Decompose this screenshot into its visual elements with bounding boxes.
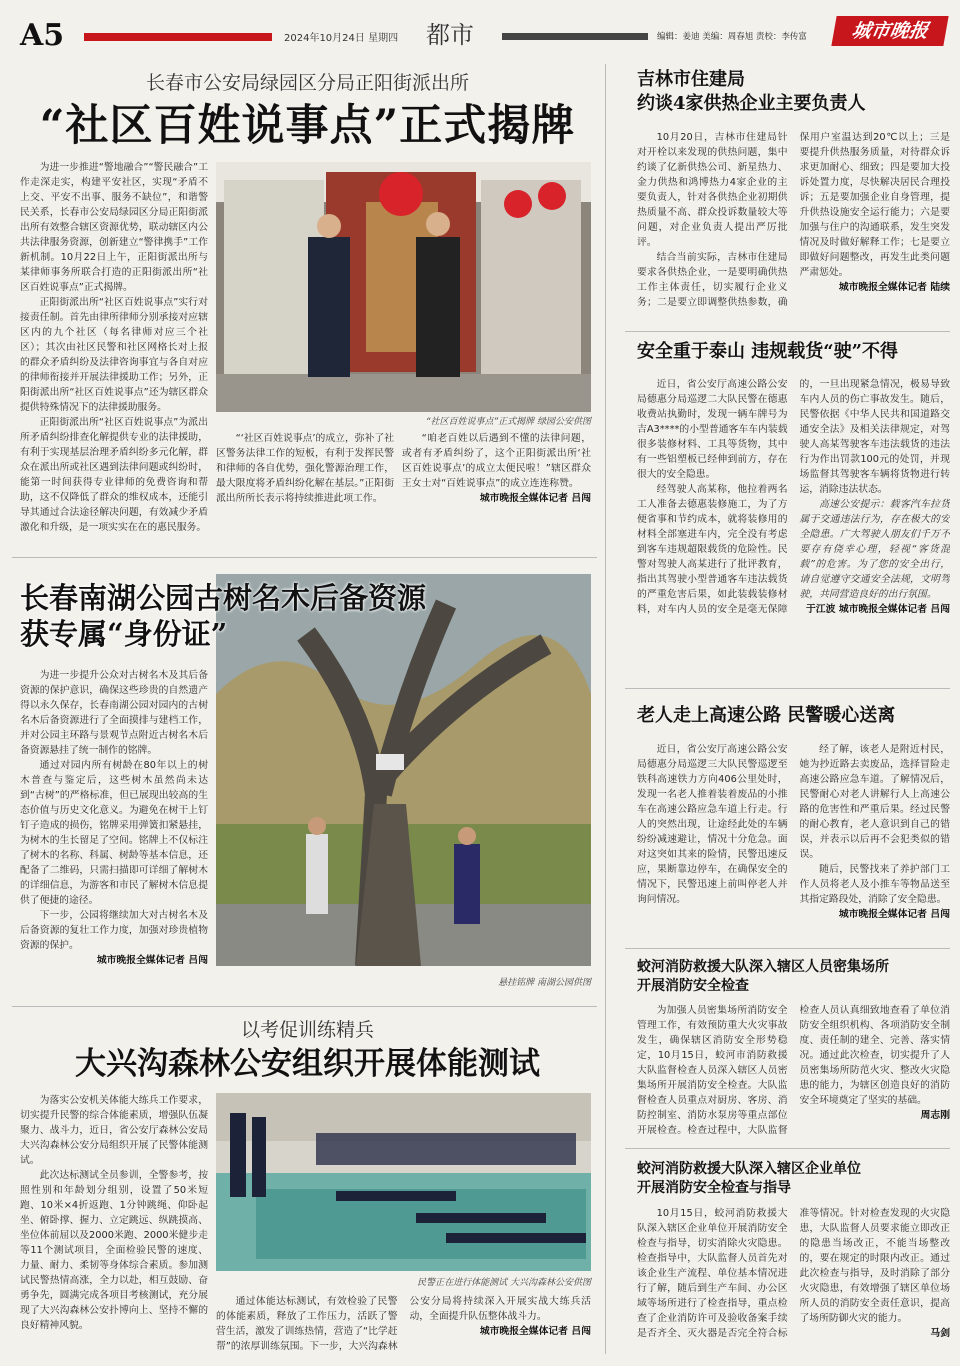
a3-photo-caption: 民警正在进行体能测试 大兴沟森林公安供图 [417, 1278, 591, 1288]
paragraph: 正阳街派出所“社区百姓说事点”实行对接责任制。首先由律所律师分别承接对应辖区内的九个社区（每名律师对应三个社区）；其次由社区民警和社区网格长对上报的群众矛盾纠纷及法律咨询事宜与各自对应的律师衔接并开展法律援助工作；另外，正阳街派出所“社区百姓说事点”还为辖区群众提供特殊情况下的法律援助服务。 [20, 297, 208, 413]
a2-headline-line1: 长春南湖公园古树名木后备资源 [20, 581, 427, 615]
issue-date: 2024年10月24日 星期四 [284, 33, 399, 44]
a3-kicker: 以考促训练精兵 [240, 1019, 374, 1041]
paragraph: 经驾驶人高某称，他拉着两名工人准备去德惠装修施工，为了方便省事和节约成本，就将装修用的材料全部塞进车内，完全没有考虑到客车违规超限载货的危险性。民警对驾驶人高某进行了批评教育，指出其驾驶小型普通客车违法载货的严重危害后果，如此装载装修材料，对车内人员的安全是毫无保障的，一旦出现紧急情况，极易导致车内人员的伤亡事故发生。随后，民警依据《中华人民共和国道路交通安全法》及相关法律规定，对驾驶人高某驾驶客车违法载货的违法行为作出罚款100元的处罚，并现场监督其驾驶客车辆将货物进行转运，消除违法状态。 [637, 379, 950, 615]
a1-kicker: 长春市公安局绿园区分局正阳街派出所 [145, 72, 469, 94]
a1-photo-caption: “社区百姓说事点”正式揭牌 绿园公安供图 [425, 417, 591, 427]
section-divider [625, 331, 950, 332]
a1-credit: 城市晚报全媒体记者 吕闯 [479, 493, 591, 504]
r5-credit: 马剑 [930, 1328, 950, 1339]
paragraph: 为落实公安机关体能大练兵工作要求，切实提升民警的综合体能素质，增强队伍凝聚力、战斗力，近日，省公安厅森林公安局大兴沟森林公安分局组织开展了民警体能测试。 [20, 1095, 208, 1166]
paragraph: 经了解，该老人是附近村民，她为抄近路去卖废品，选择冒险走高速公路应急车道。了解情况后，民警耐心对老人讲解行人上高速公路的危害性和严重后果。经过民警的耐心教育，老人意识到自己的错误，并表示以后再不会犯类似的错误。 [799, 744, 950, 860]
paragraph: “咱老百姓以后遇到不懂的法律问题，或者有矛盾纠纷了，这个正阳街派出所‘社区百姓说事点’的成立太便民啦！”辖区群众王女士对“百姓说事点”的成立连连称赞。 [402, 433, 591, 489]
a3-headline: 大兴沟森林公安组织开展体能测试 [75, 1046, 540, 1082]
paragraph: 通过体能达标测试，有效检验了民警的体能素质，释放了工作压力，活跃了警营生活，激发了训练热情，营造了“比学赶帮”的浓厚训练氛围。下一步，大兴沟森林公安分局将持续深入开展实战大练兵活动，全面提升队伍整体战斗力。 [216, 1296, 591, 1352]
paragraph: 为进一步提升公众对古树名木及其后备资源的保护意识，确保这些珍贵的自然遗产得以永久保存，长春南湖公园对园内的古树名木后备资源进行了全面摸排与建档工作，并对公园主环路与景观节点附近古树名木后备资源悬挂了统一制作的铭牌。 [20, 670, 208, 756]
r4-headline-line2: 开展消防安全检查 [637, 978, 749, 994]
a1-headline: “社区百姓说事点”正式揭牌 [39, 101, 576, 151]
r5-body [637, 1206, 950, 1356]
r4-body [637, 1003, 950, 1143]
a3-body-col2 [216, 1294, 591, 1356]
masthead [0, 0, 960, 58]
paragraph: 正阳街派出所“社区百姓说事点”为派出所矛盾纠纷排查化解提供专业的法律援助，有利于实现基层治理矛盾纠纷多元化解，群众在派出所或社区遇到法律问题或纠纷时，能第一时间获得专业律师的免费咨询和帮助，这不仅降低了群众的维权成本，还能引导其通过合法途径解决问题，有效减少矛盾激化和升级，是一项实实在在的惠民服务。 [20, 417, 208, 533]
section-divider [625, 948, 950, 949]
r4-headline [637, 958, 952, 996]
a1-photo-ceremony [216, 162, 591, 412]
r3-credit: 城市晚报全媒体记者 吕闯 [838, 909, 950, 920]
a1-body-col2 [216, 431, 394, 551]
paragraph: “‘社区百姓说事点’的成立，弥补了社区警务法律工作的短板，有利于发挥民警和律师的各自优势，强化警源治理工作，最大限度将矛盾纠纷化解在基层。”正阳街派出所所长表示将持续推进此项工作。 [216, 433, 394, 504]
r5-headline-line1: 蛟河消防救援大队深入辖区企业单位 [637, 1161, 861, 1177]
newspaper-logo: 城市晚报 [831, 16, 948, 46]
a2-headline-line2: 获专属“身份证” [20, 617, 228, 651]
paragraph: 近日，省公安厅高速公路公安局德惠分局巡逻三大队民警巡逻至铁科高速铁力方向406公里处时，发现一名老人推着装着废品的小推车在高速公路应急车道上行走。行人的突然出现，让途经此处的车辆纷纷减速避让，情况十分危急。面对这突如其来的险情，民警迅速反应，果断靠边停车，在确保安全的情况下，民警迅速上前叫停老人并询问情况。 [637, 744, 788, 905]
r2-headline: 安全重于泰山 违规载货“驶”不得 [637, 341, 898, 362]
paragraph: 下一步，公园将继续加大对古树名木及后备资源的复壮工作力度，加强对珍贵植物资源的保护。 [20, 910, 208, 951]
a2-body [20, 668, 208, 1000]
r1-credit: 城市晚报全媒体记者 陆续 [838, 282, 950, 293]
section-divider [625, 1148, 950, 1149]
section-name: 都市 [426, 21, 474, 49]
a1-body-col1 [20, 160, 208, 550]
r1-headline-line2: 约谈4家供热企业主要负责人 [637, 93, 866, 114]
a3-photo-fitness-test [216, 1093, 591, 1271]
paragraph: 为进一步推进“警地融合”“警民融合”工作走深走实，构建平安社区，实现“矛盾不上交、平安不出事、服务不缺位”，和谐警民关系，长春市公安局绿园区分局正阳街派出所有效整合辖区资源优势，联动辖区内公共法律服务资源，创新建立“警律携手”工作新机制。10月22日上午，正阳街派出所与某律师事务所联合打造的正阳街派出所“社区百姓说事点”正式揭牌。 [20, 162, 208, 293]
paragraph: 结合当前实际，吉林市住建局要求各供热企业，一是要明确供热工作主体责任，切实履行企业义务；二是要立即调整供热参数，确保用户室温达到20℃以上；三是要提升供热服务质量，对待群众诉求更加耐心、细致；四是要加大投诉处置力度，尽快解决居民合理投诉；五是要加强企业自身管理，提升供热设施安全运行能力；六是要加强与住户的沟通联系，发生突发情况及时做好解释工作；七是要立即做好问题整改，再发生此类问题严肃惩处。 [637, 132, 950, 308]
r1-headline [637, 68, 952, 116]
r3-headline: 老人走上高速公路 民警暖心送离 [637, 705, 896, 726]
r1-body [637, 130, 950, 326]
masthead-rule [502, 33, 648, 40]
a2-photo-caption: 悬挂铭牌 南湖公园供图 [498, 978, 591, 988]
a3-body-col1 [20, 1093, 208, 1355]
r2-safety-tip: 高速公安提示：载客汽车拉货属于交通违法行为，存在极大的安全隐患。广大驾驶人朋友们千万不要存有侥幸心理，轻视“客货混载”的危害。为了您的安全出行，请自觉遵守交通安全法规，文明驾驶，共同营造良好的出行氛围。 [799, 499, 950, 600]
a3-credit: 城市晚报全媒体记者 吕闯 [479, 1326, 591, 1337]
r1-headline-line1: 吉林市住建局 [637, 69, 745, 90]
a2-headline [20, 580, 510, 652]
paragraph: 10月15日，蛟河消防救援大队深入辖区企业单位开展消防安全检查与指导，切实消除火灾隐患。检查指导中，大队监督人员首先对该企业生产流程、单位基本情况进行了解，随后到生产车间、办公区域等场所进行了检查指导，重点检查了企业消防许可及验收备案手续是否齐全、灭火器是否完全符合标准等情况。针对检查发现的火灾隐患，大队监督人员要求能立即改正的隐患当场改正，不能当场整改的，要在规定的时限内改正。通过此次检查与指导，及时消除了部分火灾隐患，有效增强了辖区单位场所人员的消防安全责任意识，提高了场所防御火灾的能力。 [637, 1208, 950, 1339]
r2-body [637, 377, 950, 683]
r4-headline-line1: 蛟河消防救援大队深入辖区人员密集场所 [637, 959, 889, 975]
editor-credits: 编辑：姜迪 美编：周春旭 责校：李传富 [657, 32, 807, 42]
section-divider [625, 688, 950, 689]
a2-credit: 城市晚报全媒体记者 吕闯 [96, 955, 208, 966]
paragraph: 随后，民警找来了养护部门工作人员将老人及小推车等物品送至其指定路段处，消除了安全隐患。 [799, 864, 950, 905]
section-divider [12, 1006, 597, 1007]
page-number: A5 [20, 18, 65, 53]
masthead-red-bar [84, 33, 272, 41]
r4-credit: 周志刚 [920, 1110, 950, 1121]
r5-headline-line2: 开展消防安全检查与指导 [637, 1180, 791, 1196]
r2-credit: 于江波 城市晚报全媒体记者 吕闯 [806, 604, 950, 615]
section-divider [12, 557, 597, 558]
r5-headline [637, 1160, 952, 1198]
r3-body [637, 742, 950, 942]
paragraph: 近日，省公安厅高速公路公安局德惠分局巡逻二大队民警在德惠收费站执勤时，发现一辆车牌号为吉A3****的小型普通客车车内装载很多装修材料、工具等货物，其中有一些铝塑板已经伸到前方，存在很大的安全隐患。 [637, 379, 788, 480]
paragraph: 通过对园内所有树龄在80年以上的树木普查与鉴定后，这些树木虽然尚未达到“古树”的严格标准，但已展现出较高的生态价值与历史文化意义。为避免在树干上钉钉子造成的损伤，铭牌采用弹簧扣紧悬挂，为树木的生长留足了空间。铭牌上不仅标注了树木的名称、科属、树龄等基本信息，还配备了二维码，只需扫描即可详细了解树木的详细信息，为游客和市民了解树木信息提供了便捷的途径。 [20, 760, 208, 906]
a1-body-col3 [402, 431, 591, 551]
paragraph: 此次达标测试全员参训，全警参考，按照性别和年龄划分组别，设置了50米短跑、10米×4折返跑、1分钟跳绳、仰卧起坐、俯卧撑、握力、立定跳远、纵跳摸高、坐位体前屈以及2000米跑、2000米健步走等11个测试项目，全面检验民警的速度、力量、耐力、柔韧等身体综合素质。参加测试民警热情高涨，全力以赴，相互鼓励、奋勇争先，圆满完成各项目考核测试，充分展现了大兴沟森林公安扑博向上、坚持不懈的良好精神风貌。 [20, 1170, 208, 1331]
paragraph: 为加强人员密集场所消防安全管理工作，有效预防重大火灾事故发生，确保辖区消防安全形势稳定，10月15日，蛟河市消防救援大队监督检查人员深入辖区人员密集场所开展消防安全检查。大队监督检查人员重点对厨房、客房、消防控制室、消防水泵房等重点部位开展检查。检查过程中，大队监督检查人员认真细致地查看了单位消防安全组织机构、各项消防安全制度、责任制的建全、完善、落实情况。通过此次检查，切实提升了人员密集场所防范火灾、整改火灾隐患的能力，为辖区创造良好的消防安全环境奠定了坚实的基础。 [637, 1005, 950, 1136]
paragraph: 10月20日，吉林市住建局针对开栓以来发现的供热问题，集中约谈了亿新供热公司、新星热力、金力供热和鸿博热力4家企业的主要负责人，针对各供热企业初期供热质量不高、群众投诉数量较大等问题，对企业负责人提出严厉批评。 [637, 132, 788, 248]
column-divider [605, 64, 606, 1354]
